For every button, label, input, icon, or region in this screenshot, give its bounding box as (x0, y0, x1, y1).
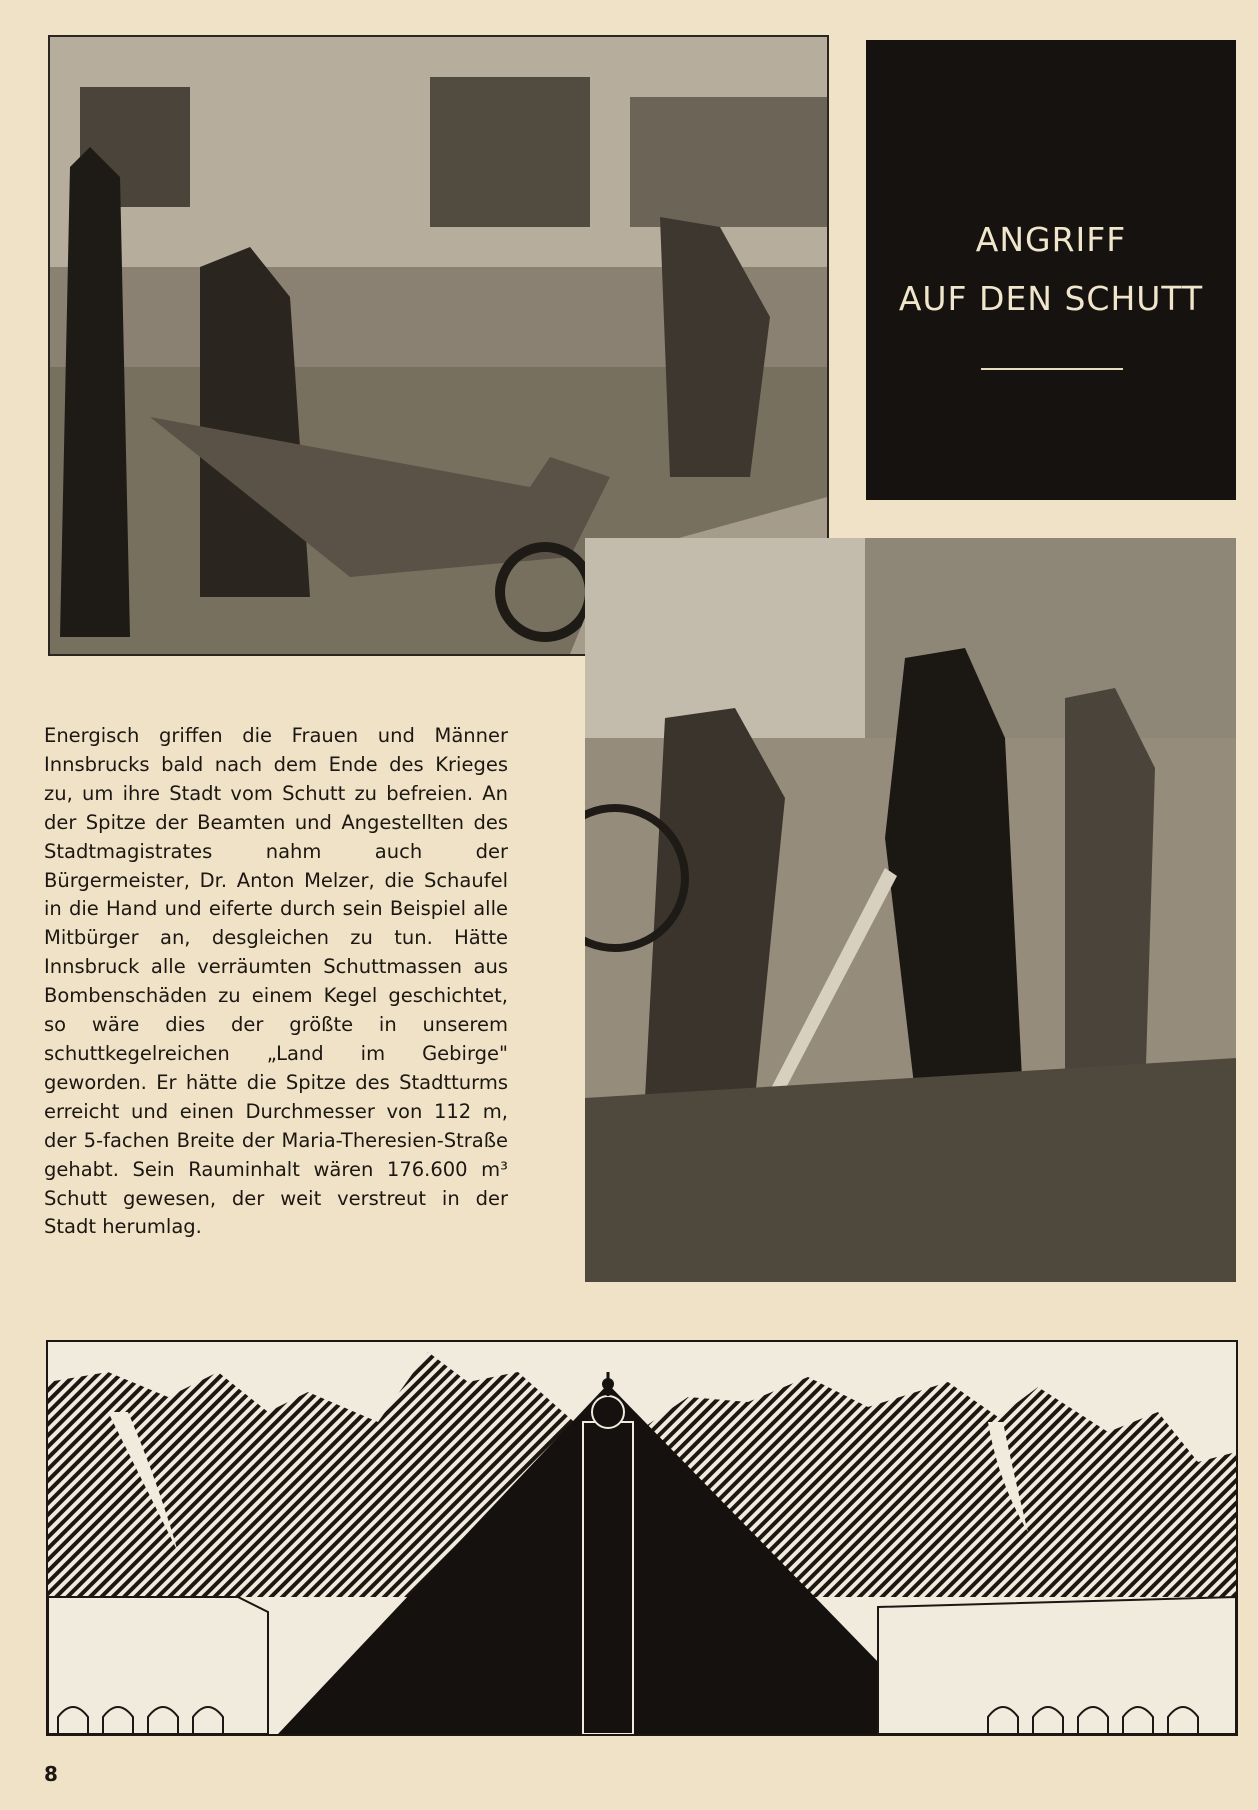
city-tower (583, 1422, 633, 1734)
page-number: 8 (44, 1762, 58, 1786)
building-row-right (878, 1597, 1236, 1734)
building-row-left (48, 1597, 268, 1734)
tower-dome (592, 1396, 624, 1428)
photo-placeholder-right (585, 538, 1236, 1282)
photo-mayor-with-shovel (585, 538, 1236, 1282)
article-body-text: Energisch griffen die Frauen und Männer Innsbrucks bald nach dem Ende des Krieges zu, um ihre Stadt vom Schutt zu befreien. An der Spitze der Beamten und Angestellten des Stadtmagistrates nahm auch der Bürgermeister, Dr. Anton Melzer, die Schaufel in die Hand und eiferte durch sein Beispiel alle Mitbürger an, desgleichen zu tun. Hätte Innsbruck alle verräumten Schuttmassen aus Bombenschäden zu einem Kegel geschichtet, so wäre dies der größte in unserem schuttkegelreichen „Land im Gebirge" geworden. Er hätte die Spitze des Stadtturms erreicht und einen Durchmesser von 112 m, der 5-fachen Breite der Maria-Theresien-Straße gehabt. Sein Rauminhalt wären 176.600 m³ Schutt gewesen, der weit verstreut in der Stadt herumlag. (44, 724, 508, 1239)
title-line-2: AUF DEN SCHUTT (898, 279, 1204, 318)
rubble-cone-diagram (48, 1342, 1236, 1734)
title-underline (981, 368, 1123, 370)
cone-illustration (46, 1340, 1238, 1736)
title-box (866, 40, 1236, 500)
title-line-1: ANGRIFF (975, 220, 1127, 259)
